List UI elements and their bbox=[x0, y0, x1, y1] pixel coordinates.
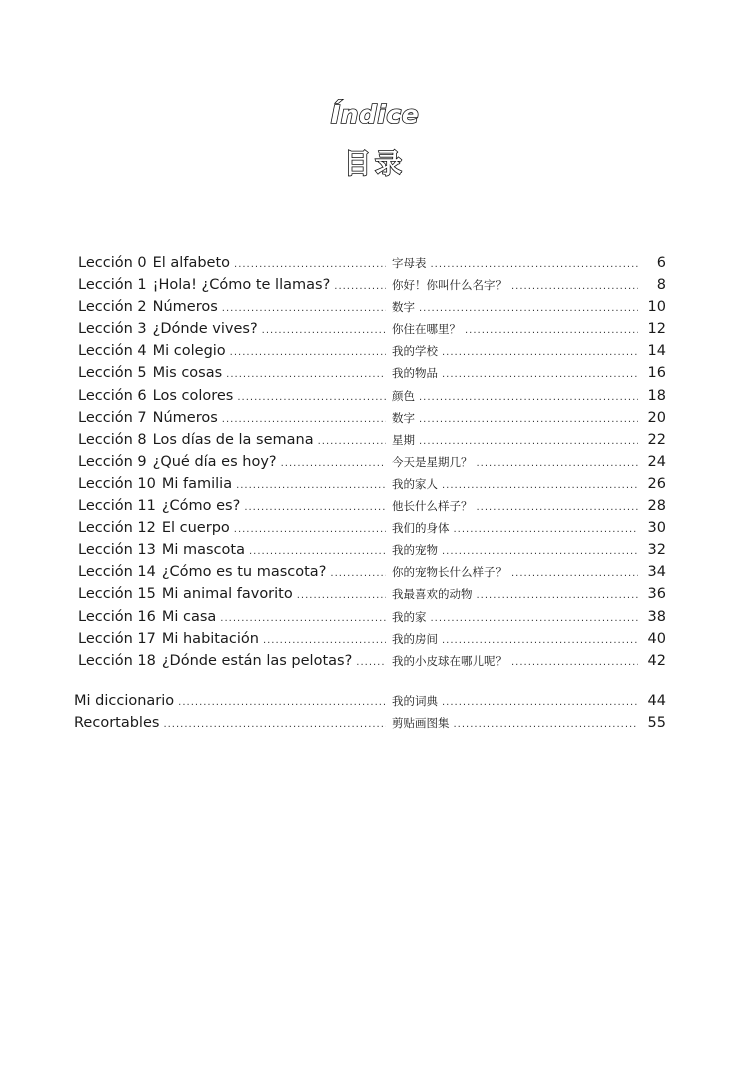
lesson-title-es: Mi casa bbox=[161, 608, 217, 625]
dot-leader bbox=[419, 431, 638, 453]
lesson-title-es: Mi mascota bbox=[161, 542, 245, 559]
lesson-title-es: Mi habitación bbox=[161, 630, 259, 647]
dot-leader bbox=[222, 409, 386, 431]
lesson-title-es: ¿Dónde están las pelotas? bbox=[161, 652, 353, 669]
dot-leader bbox=[318, 431, 386, 453]
dot-leader bbox=[244, 497, 386, 519]
page-number: 44 bbox=[647, 692, 666, 709]
lesson-title-es: Mis cosas bbox=[152, 365, 223, 382]
lesson-number: Lección 4 bbox=[78, 343, 147, 360]
page-number: 40 bbox=[647, 630, 666, 647]
lesson-title-zh: 我最喜欢的动物 bbox=[392, 587, 473, 602]
dot-leader bbox=[236, 475, 386, 497]
toc-row-lesson-3 bbox=[0, 318, 750, 340]
page-number: 26 bbox=[647, 475, 666, 492]
page-number: 55 bbox=[647, 714, 666, 731]
dot-leader bbox=[178, 692, 386, 714]
lesson-title-es: ¿Cómo es tu mascota? bbox=[161, 564, 327, 581]
toc-row-lesson-14 bbox=[0, 561, 750, 583]
dot-leader bbox=[511, 563, 638, 585]
dot-leader bbox=[234, 519, 386, 541]
lesson-number: Lección 7 bbox=[78, 409, 147, 426]
page-number: 8 bbox=[656, 277, 666, 294]
dot-leader bbox=[431, 608, 639, 630]
lesson-title-zh: 数字 bbox=[392, 300, 415, 315]
dot-leader bbox=[419, 387, 638, 409]
lesson-number: Lección 18 bbox=[78, 652, 156, 669]
lesson-title-es: Los días de la semana bbox=[152, 431, 314, 448]
dot-leader bbox=[442, 364, 638, 386]
toc-row-lesson-13 bbox=[0, 539, 750, 561]
page-number: 6 bbox=[656, 255, 666, 271]
dot-leader bbox=[477, 585, 639, 607]
lesson-number: Lección 9 bbox=[78, 453, 147, 470]
lesson-title-es: ¡Hola! ¿Cómo te llamas? bbox=[152, 277, 331, 294]
dot-leader bbox=[330, 563, 386, 585]
dot-leader bbox=[454, 714, 639, 736]
toc-row-lesson-11 bbox=[0, 495, 750, 517]
page-number: 30 bbox=[647, 520, 666, 537]
page-number: 36 bbox=[647, 586, 666, 603]
lesson-number: Lección 17 bbox=[78, 630, 156, 647]
page-number: 34 bbox=[647, 564, 666, 581]
dot-leader bbox=[222, 298, 386, 320]
toc-row-lesson-5 bbox=[0, 362, 750, 384]
dot-leader bbox=[442, 342, 638, 364]
lesson-title-es: El cuerpo bbox=[161, 520, 230, 537]
dot-leader bbox=[356, 652, 386, 674]
toc-row-lesson-4 bbox=[0, 340, 750, 362]
lesson-title-zh: 你住在哪里？ bbox=[392, 322, 461, 337]
toc-row-lesson-8 bbox=[0, 429, 750, 451]
lesson-title-es: Mi familia bbox=[161, 475, 233, 492]
lesson-title-zh: 今天是星期几？ bbox=[392, 454, 473, 469]
lesson-title-es: El alfabeto bbox=[152, 255, 231, 271]
dot-leader bbox=[230, 342, 386, 364]
dot-leader bbox=[263, 630, 386, 652]
toc-row-lesson-6 bbox=[0, 385, 750, 407]
lesson-title-zh: 你好！你叫什么名字？ bbox=[392, 278, 507, 293]
dot-leader bbox=[477, 497, 639, 519]
lesson-title-zh: 颜色 bbox=[392, 388, 415, 403]
lesson-title-es: ¿Qué día es hoy? bbox=[152, 453, 277, 470]
lesson-number: Lección 2 bbox=[78, 299, 147, 316]
section-title-es: Recortables bbox=[74, 714, 160, 731]
lesson-title-zh: 数字 bbox=[392, 410, 415, 425]
dot-leader bbox=[419, 298, 638, 320]
lesson-number: Lección 11 bbox=[78, 498, 156, 515]
toc-row-lesson-9 bbox=[0, 451, 750, 473]
page-number: 14 bbox=[647, 343, 666, 360]
toc-row-lesson-17 bbox=[0, 628, 750, 650]
page-number: 18 bbox=[647, 387, 666, 404]
lesson-number: Lección 16 bbox=[78, 608, 156, 625]
lesson-title-es: Mi animal favorito bbox=[161, 586, 293, 603]
section-title-zh: 我的词典 bbox=[392, 693, 438, 708]
lesson-title-zh: 他长什么样子？ bbox=[392, 499, 473, 514]
page-number: 38 bbox=[647, 608, 666, 625]
toc-row-lesson-15 bbox=[0, 583, 750, 605]
dot-leader bbox=[262, 320, 386, 342]
toc-row-dictionary bbox=[0, 690, 750, 712]
page-number: 16 bbox=[647, 365, 666, 382]
page-number: 42 bbox=[647, 652, 666, 669]
lesson-title-es: Los colores bbox=[152, 387, 234, 404]
dot-leader bbox=[511, 276, 638, 298]
lesson-title-zh: 我的家人 bbox=[392, 476, 438, 491]
dot-leader bbox=[297, 585, 386, 607]
lesson-title-es: Números bbox=[152, 409, 218, 426]
lesson-number: Lección 5 bbox=[78, 365, 147, 382]
lesson-title-es: Números bbox=[152, 299, 218, 316]
dot-leader bbox=[511, 652, 638, 674]
lesson-number: Lección 0 bbox=[78, 255, 147, 271]
lesson-title-es: ¿Dónde vives? bbox=[152, 321, 258, 338]
lesson-number: Lección 13 bbox=[78, 542, 156, 559]
dot-leader bbox=[431, 254, 639, 276]
page-number: 10 bbox=[647, 299, 666, 316]
dot-leader bbox=[237, 387, 386, 409]
page-number: 28 bbox=[647, 498, 666, 515]
lesson-number: Lección 10 bbox=[78, 475, 156, 492]
toc-row-lesson-7 bbox=[0, 407, 750, 429]
page-number: 32 bbox=[647, 542, 666, 559]
lesson-number: Lección 1 bbox=[78, 277, 147, 294]
lesson-number: Lección 6 bbox=[78, 387, 147, 404]
lesson-title-zh: 字母表 bbox=[392, 256, 427, 270]
toc-row-lesson-12 bbox=[0, 517, 750, 539]
toc-row-cutouts bbox=[0, 712, 750, 734]
dot-leader bbox=[281, 453, 386, 475]
lesson-title-zh: 星期 bbox=[392, 432, 415, 447]
toc-row-lesson-18 bbox=[0, 650, 750, 672]
section-title-zh: 剪贴画图集 bbox=[392, 715, 450, 730]
lesson-title-zh: 我的物品 bbox=[392, 366, 438, 381]
lesson-title-zh: 我的小皮球在哪儿呢？ bbox=[392, 653, 507, 668]
dot-leader bbox=[442, 475, 638, 497]
page-number: 12 bbox=[647, 321, 666, 338]
lesson-number: Lección 14 bbox=[78, 564, 156, 581]
lesson-title-zh: 你的宠物长什么样子？ bbox=[392, 565, 507, 580]
lesson-title-zh: 我的家 bbox=[392, 609, 427, 624]
toc-row-lesson-0 bbox=[0, 252, 750, 274]
toc-row-lesson-10 bbox=[0, 473, 750, 495]
lesson-number: Lección 15 bbox=[78, 586, 156, 603]
dot-leader bbox=[220, 608, 386, 630]
dot-leader bbox=[442, 692, 638, 714]
toc-row-lesson-16 bbox=[0, 606, 750, 628]
lesson-title-zh: 我的学校 bbox=[392, 344, 438, 359]
dot-leader bbox=[442, 541, 638, 563]
toc-row-lesson-2 bbox=[0, 296, 750, 318]
lesson-title-zh: 我们的身体 bbox=[392, 521, 450, 536]
table-of-contents bbox=[0, 252, 750, 734]
dot-leader bbox=[465, 320, 638, 342]
lesson-title-es: ¿Cómo es? bbox=[161, 498, 241, 515]
dot-leader bbox=[442, 630, 638, 652]
dot-leader bbox=[249, 541, 386, 563]
lesson-number: Lección 3 bbox=[78, 321, 147, 338]
dot-leader bbox=[234, 254, 386, 276]
dot-leader bbox=[454, 519, 639, 541]
section-spacer bbox=[0, 672, 750, 690]
dot-leader bbox=[163, 714, 386, 736]
index-title-chinese: 目录 bbox=[344, 149, 406, 180]
lesson-title-es: Mi colegio bbox=[152, 343, 226, 360]
page-number: 24 bbox=[647, 453, 666, 470]
dot-leader bbox=[226, 364, 386, 386]
lesson-number: Lección 8 bbox=[78, 431, 147, 448]
lesson-number: Lección 12 bbox=[78, 520, 156, 537]
lesson-title-zh: 我的房间 bbox=[392, 631, 438, 646]
section-title-es: Mi diccionario bbox=[74, 692, 175, 709]
index-title-spanish: Índice bbox=[330, 100, 420, 129]
lesson-title-zh: 我的宠物 bbox=[392, 543, 438, 558]
dot-leader bbox=[334, 276, 386, 298]
dot-leader bbox=[477, 453, 639, 475]
page-number: 22 bbox=[647, 431, 666, 448]
toc-row-lesson-1 bbox=[0, 274, 750, 296]
dot-leader bbox=[419, 409, 638, 431]
page-number: 20 bbox=[647, 409, 666, 426]
